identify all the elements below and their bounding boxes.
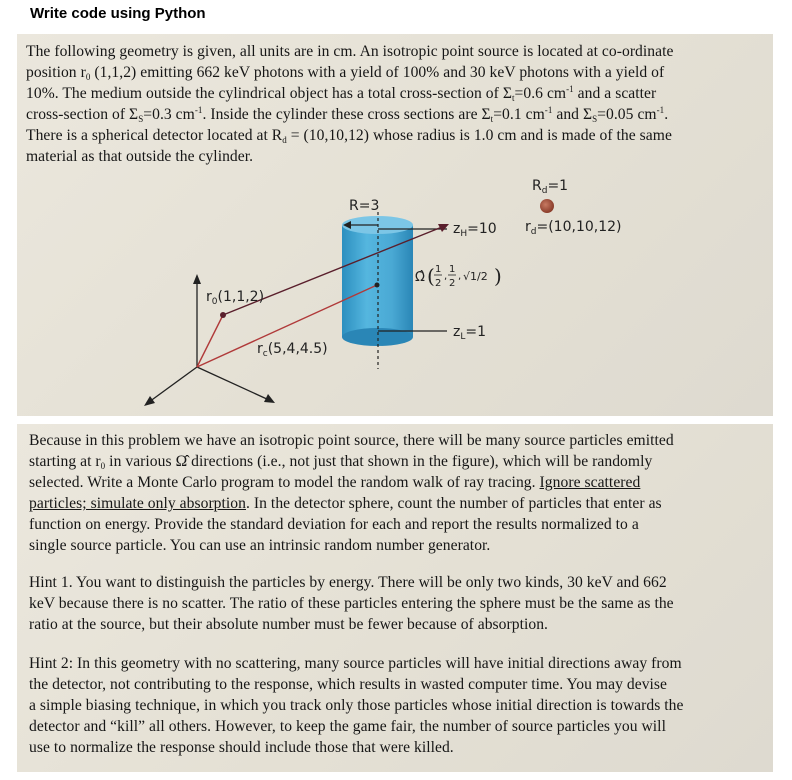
x-axis-arrowhead	[144, 396, 155, 406]
hint2-line-4: detector and “kill” all others. However, to keep the game fair, the number of source particles you will	[29, 718, 666, 735]
omega-symbol: Ω̂	[415, 270, 425, 285]
omega-comma2: ,	[458, 271, 462, 282]
hint2-line-1: Hint 2: In this geometry with no scattering, many source particles will have initial directions away from	[29, 655, 682, 672]
omega-frac1-den: 2	[435, 278, 442, 289]
page-heading: Write code using Python	[30, 5, 206, 22]
rc-label: $r_c(5,4,4.5)$	[257, 341, 328, 359]
problem-line-2: position $r_0$ (1,1,2) emitting 662 keV photons with a yield of 100% and 30 keV photons with a yield of	[26, 64, 665, 82]
problem-line-6: material as that outside the cylinder.	[26, 148, 254, 165]
omega-comma1: ,	[444, 271, 448, 282]
y-axis	[197, 367, 269, 400]
problem-photo	[17, 34, 773, 416]
task-paragraph	[29, 430, 761, 556]
r0-vector	[197, 315, 223, 367]
hint2-line-3: a simple biasing technique, in which you track only those particles whose initial direction is towards the	[29, 697, 684, 714]
task-line-4: particles; simulate only absorption. In the detector sphere, count the number of particles that enter as	[29, 495, 662, 512]
hint2-line-2: the detector, not contributing to the response, which results in wasted computer time. You may devise	[29, 676, 668, 693]
omega-sqrt: √1/2	[463, 270, 488, 283]
omega-paren-left: (	[427, 264, 435, 288]
task-photo	[17, 424, 773, 772]
hint-2	[29, 653, 761, 758]
r0-label: $r_0(1,1,2)$	[206, 289, 265, 307]
zH-label: $z_H=10$	[453, 221, 497, 239]
task-line-2: starting at $r_0$ in various Ω̂ directions (i.e., not just that shown in the figure), which will be randomly	[29, 453, 653, 471]
omega-direction-label	[415, 264, 502, 289]
x-axis	[149, 367, 197, 402]
omega-frac1-num: 1	[435, 264, 442, 275]
problem-line-4: cross-section of $\Sigma_S=0.3$ $cm^{-1}$. Inside the cylinder these cross sections are $\Sigma_t=0.1$ $cm^{-1}$ and $\Sigma_S=0.05$ $cm^{-1}$.	[26, 105, 669, 124]
task-line-5: function on energy. Provide the standard deviation for each and report the results normalized to a	[29, 516, 639, 533]
problem-line-3: 10%. The medium outside the cylindrical object has a total cross-section of $\Sigma_t=0.6$ $cm^{-1}$ and a scatter	[26, 84, 657, 103]
Rd-label: $R_d=1$	[532, 178, 569, 196]
zL-label: $z_L=1$	[453, 324, 487, 342]
problem-line-5: There is a spherical detector located at $R_d = (10,10,12)$ whose radius is 1.0 cm and is made of the same	[26, 127, 672, 145]
hint-1	[29, 572, 761, 635]
hint1-line-3: ratio at the source, but their absolute number must be fewer because of absorption.	[29, 616, 549, 633]
cylinder	[342, 212, 413, 369]
cylinder-center-point	[375, 283, 380, 288]
rd-label: $r_d=(10,10,12)$	[525, 219, 622, 237]
hint1-line-2: keV because there is no scatter. The ratio of these particles entering the sphere must be the same as the	[29, 595, 674, 612]
task-line-3: selected. Write a Monte Carlo program to model the random walk of ray tracing. Ignore scattered	[29, 474, 641, 491]
geometry-figure	[17, 34, 773, 416]
z-axis-arrowhead	[193, 274, 201, 284]
task-line-6: single source particle. You can use an intrinsic random number generator.	[29, 537, 491, 554]
task-line-1: Because in this problem we have an isotropic point source, there will be many source particles emitted	[29, 432, 674, 449]
omega-frac2-num: 1	[449, 264, 456, 275]
omega-paren-right: )	[494, 264, 502, 288]
hint1-line-1: Hint 1. You want to distinguish the particles by energy. There will be only two kinds, 30 keV and 662	[29, 574, 667, 591]
hint2-line-5: use to normalize the response should include those that were killed.	[29, 739, 454, 756]
radius-label: R=3	[349, 198, 380, 214]
detector-sphere	[540, 199, 554, 213]
omega-frac2-den: 2	[449, 278, 456, 289]
problem-line-1: The following geometry is given, all units are in cm. An isotropic point source is located at co-ordinate	[26, 43, 674, 60]
